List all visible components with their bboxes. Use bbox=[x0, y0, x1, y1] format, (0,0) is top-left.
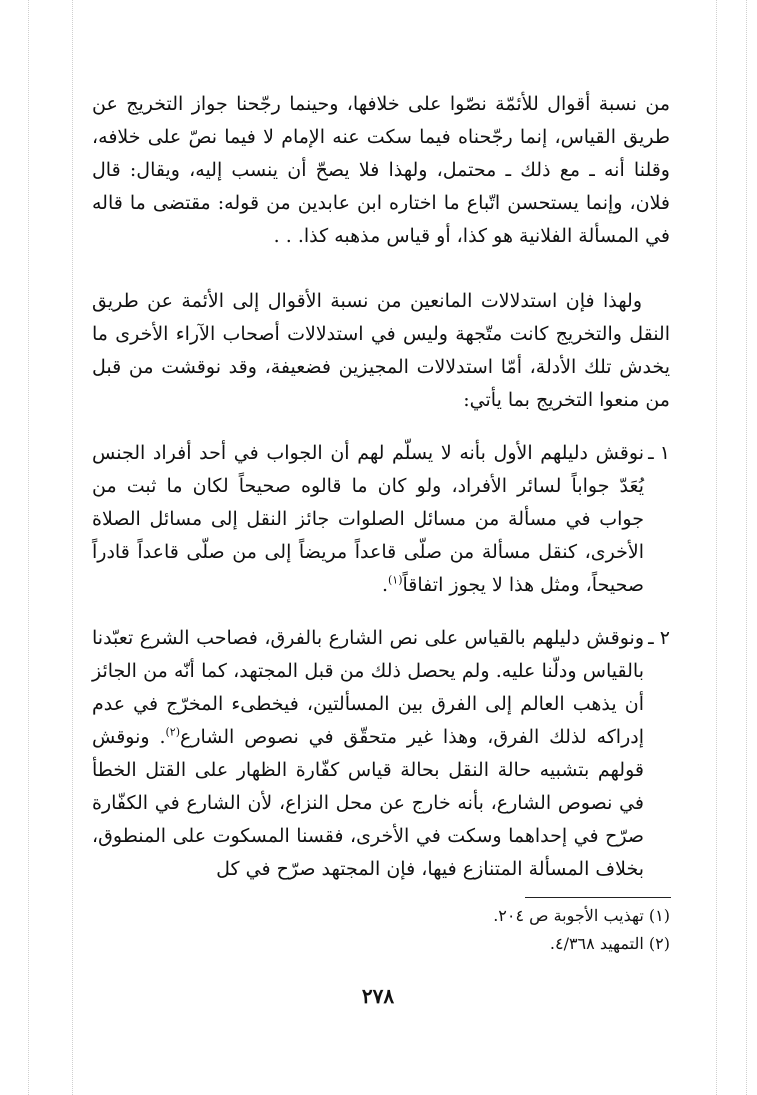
footnote-1: (١) تهذيب الأجوبة ص ٢٠٤. bbox=[493, 906, 670, 925]
list-item-1 bbox=[92, 437, 670, 602]
list-item-text: ونوقش دليلهم بالقياس على نص الشارع بالفرق، فصاحب الشرع تعبّدنا بالقياس ودلّنا عليه. ولم يحصل ذلك من قبل المجتهد، كما أنّه من الجائز أن يذهب العالم إلى الفرق بين المسألتين، فيخطىء المخرّج في عدم إدراكه لذلك الفرق، وهذا غير متحقّق في نصوص الشارع bbox=[92, 627, 644, 748]
list-item-body bbox=[92, 437, 644, 602]
footnote-reference: (١) bbox=[388, 573, 403, 587]
list-item-number: ٢ ـ bbox=[648, 627, 670, 649]
footnote-2: (٢) التمهيد ٤/٣٦٨. bbox=[549, 934, 670, 953]
list-item-end: . bbox=[381, 574, 388, 596]
margin-guide-line bbox=[28, 0, 29, 1095]
list-item-text: نوقش دليلهم الأول بأنه لا يسلّم لهم أن الجواب في أحد أفراد الجنس يُعَدّ جواباً لسائر الأفراد، ولو كان ما قالوه صحيحاً لكان ما ثبت من جواب في مسألة من مسائل الصلوات جائز النقل إلى مسائل الصلاة الأخرى، كنقل مسألة من صلّى قاعداً مريضاً إلى من صلّى قاعداً قادراً صحيحاً، ومثل هذا لا يجوز اتفاقاً bbox=[92, 442, 644, 596]
margin-guide-line bbox=[72, 0, 73, 1095]
footnote-reference: (٢) bbox=[165, 725, 181, 739]
footnotes bbox=[92, 902, 670, 958]
list-item-number: ١ ـ bbox=[648, 442, 670, 464]
margin-guide-line bbox=[746, 0, 747, 1095]
paragraph-1-text: من نسبة أقوال للأئمّة نصّوا على خلافها، وحينما رجّحنا جواز التخريج عن طريق القياس، إنما رجّحناه فيما سكت عنه الإمام لا فيما نصّ على خلافه، وقلنا أنه ـ مع ذلك ـ محتمل، ولهذا فلا يصحّ أن ينسب إليه، ويقال: قال فلان، وإنما يستحسن اتّباع ما اختاره ابن عابدين من قوله: مقتضى ما قاله في المسألة الفلانية هو كذا، أو قياس مذهبه كذا. . . bbox=[92, 93, 670, 247]
paragraph-2 bbox=[92, 285, 670, 417]
paragraph-2-text: ولهذا فإن استدلالات المانعين من نسبة الأقوال إلى الأئمة عن طريق النقل والتخريج كانت متّجهة وليس في استدلالات أصحاب الآراء الأخرى ما يخدش تلك الأدلة، أمّا استدلالات المجيزين فضعيفة، وقد نوقشت من قبل من منعوا التخريج بما يأتي: bbox=[92, 290, 670, 411]
page-number: ٢٧٨ bbox=[361, 984, 395, 1008]
paragraph-1 bbox=[92, 88, 670, 253]
list-item-2 bbox=[92, 622, 670, 886]
list-item-body bbox=[92, 622, 644, 886]
footnote-separator bbox=[525, 897, 671, 898]
list-item-text-continued: . ونوقش قولهم بتشبيه حالة النقل بحالة قياس كفّارة الظهار على القتل الخطأ في نصوص الشارع، بأنه خارج عن محل النزاع، لأن الشارع في الكفّارة صرّح في إحداهما وسكت في الأخرى، فقسنا المسكوت على المنطوق، بخلاف المسألة المتنازع فيها، فإن المجتهد صرّح في كل bbox=[92, 726, 644, 880]
margin-guide-line bbox=[716, 0, 717, 1095]
